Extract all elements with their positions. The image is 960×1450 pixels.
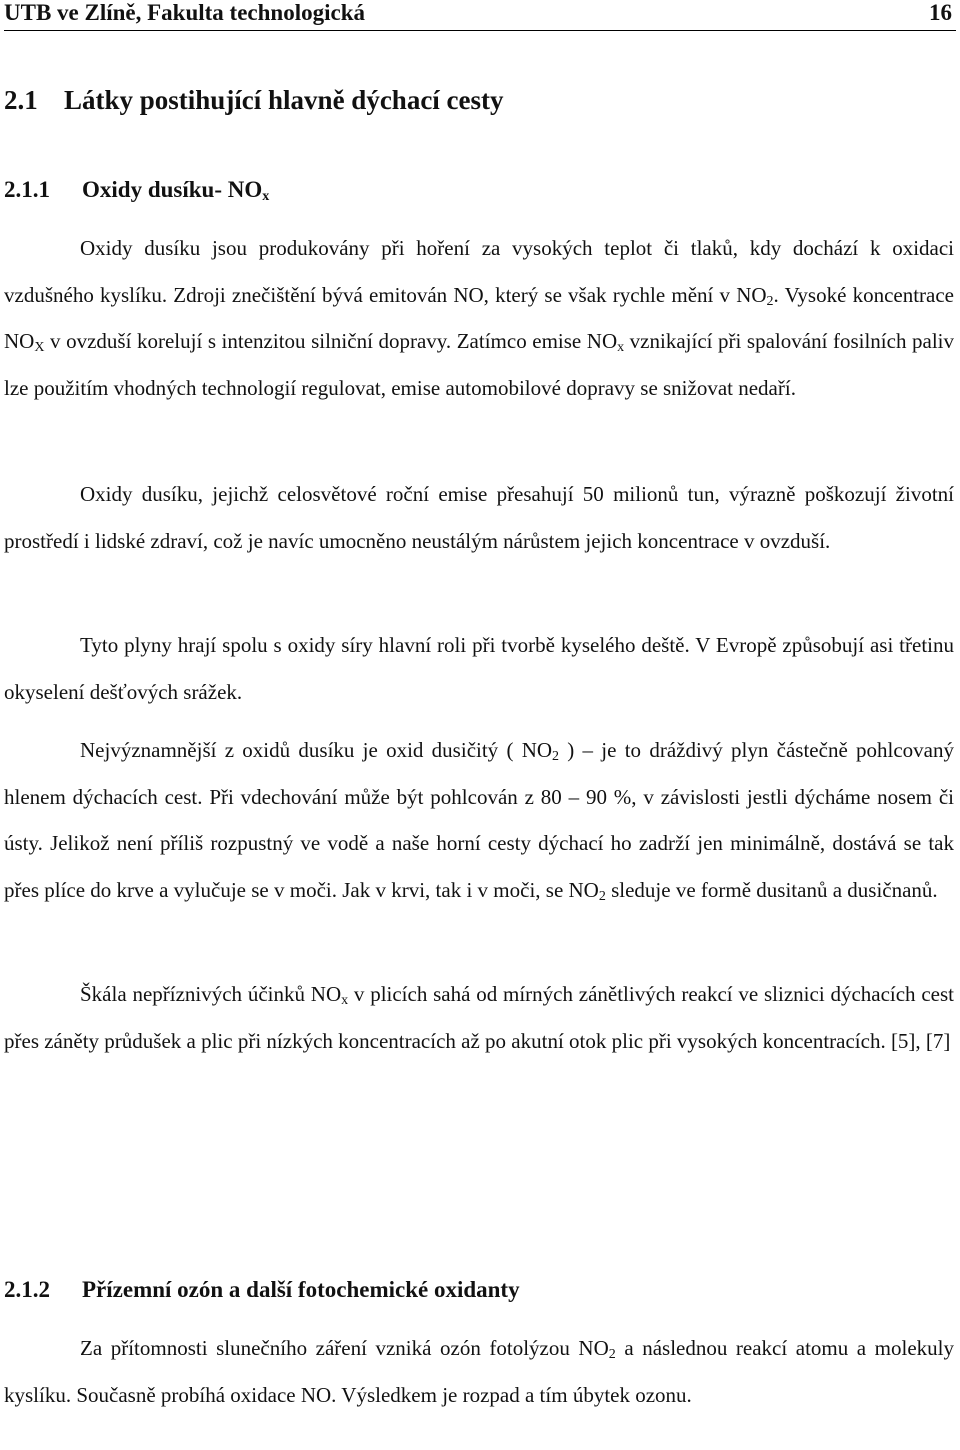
text-run: v ovzduší korelují s intenzitou silniční dopravy. Zatímco emise NO [44,329,618,353]
subscript: X [34,340,45,355]
paragraph-effects [4,971,954,1064]
running-header [4,0,956,31]
text-run: ) – je to dráždivý plyn částečně pohlcovaný hlenem dýchacích cest. Při vdechování může být pohlcován z 80 – 90 %, v závislosti jestli dýcháme nosem či ústy. Jelikož není příliš rozpustný ve vodě a naše horní cesty dýchací ho zadrží jen minimálně, dostává se tak přes plíce do krve a vylučuje se v moči. Jak v krvi, tak i v moči, se NO [4,738,954,902]
text-run: Nejvýznamnější z oxidů dusíku je oxid dusičitý ( NO [80,738,553,762]
section-heading [4,84,504,116]
paragraph-acid-rain: Tyto plyny hrají spolu s oxidy síry hlavní roli při tvorbě kyselého deště. V Evropě způsobují asi třetinu okyselení dešťových srážek. [4,633,954,704]
subsection-title: Přízemní ozón a další fotochemické oxidanty [82,1277,520,1302]
text-run: sleduje ve formě dusitanů a dusičnanů. [605,877,938,902]
section-title: Látky postihující hlavně dýchací cesty [64,85,504,115]
paragraph-nox-sources [4,225,954,411]
subscript: 2 [552,749,560,764]
paragraph-emissions: Oxidy dusíku, jejichž celosvětové roční emise přesahují 50 milionů tun, výrazně poškozují životní prostředí i lidské zdraví, což je navíc umocněno neustálým nárůstem jejich koncentrace v ovzduší. [4,482,954,553]
text-run: Oxidy dusíku jsou produkovány při hoření za vysokých teplot či tlaků, kdy dochází k oxidaci vzdušného kyslíku. Zdroji znečištění bývá emitován NO, který se však rychle mění v NO [4,236,954,307]
subsection-title: Oxidy dusíku- NO [82,177,263,202]
subscript: x [617,340,625,355]
subsection-heading-ozone [4,1276,520,1304]
text-run: v plicích sahá od mírných zánětlivých reakcí ve sliznici dýchacích cest přes záněty průdušek a plic při nízkých koncentracích až po akutní otok plic při vysokých koncentracích. [5], [7] [4,982,954,1053]
subscript: x [341,993,349,1008]
subscript: 2 [766,293,774,309]
paragraph-no2 [4,727,954,913]
subsection-heading-nox [4,176,269,204]
section-number: 2.1 [4,85,38,115]
text-run: . Vysoké koncentrace NO [4,282,955,353]
page-number: 16 [929,0,952,25]
text-run: a následnou reakcí atomu a molekuly kyslíku. Současně probíhá oxidace NO. Výsledkem je rozpad a tím úbytek ozonu. [4,1336,954,1407]
subscript: x [262,189,270,204]
text-run: Za přítomnosti slunečního záření vzniká ozón fotolýzou NO [80,1336,609,1360]
text-run: vznikající při spalování fosilních paliv lze použitím vhodných technologií regulovat, emise automobilové dopravy se snižovat nedaří. [4,329,954,400]
subsection-number: 2.1.2 [4,1277,50,1302]
subsection-number: 2.1.1 [4,177,50,202]
text-run: Škála nepříznivých účinků NO [80,982,342,1006]
subscript: 2 [598,888,606,904]
header-institution: UTB ve Zlíně, Fakulta technologická [4,0,365,25]
subscript: 2 [608,1347,616,1362]
paragraph-ozone [4,1325,954,1418]
